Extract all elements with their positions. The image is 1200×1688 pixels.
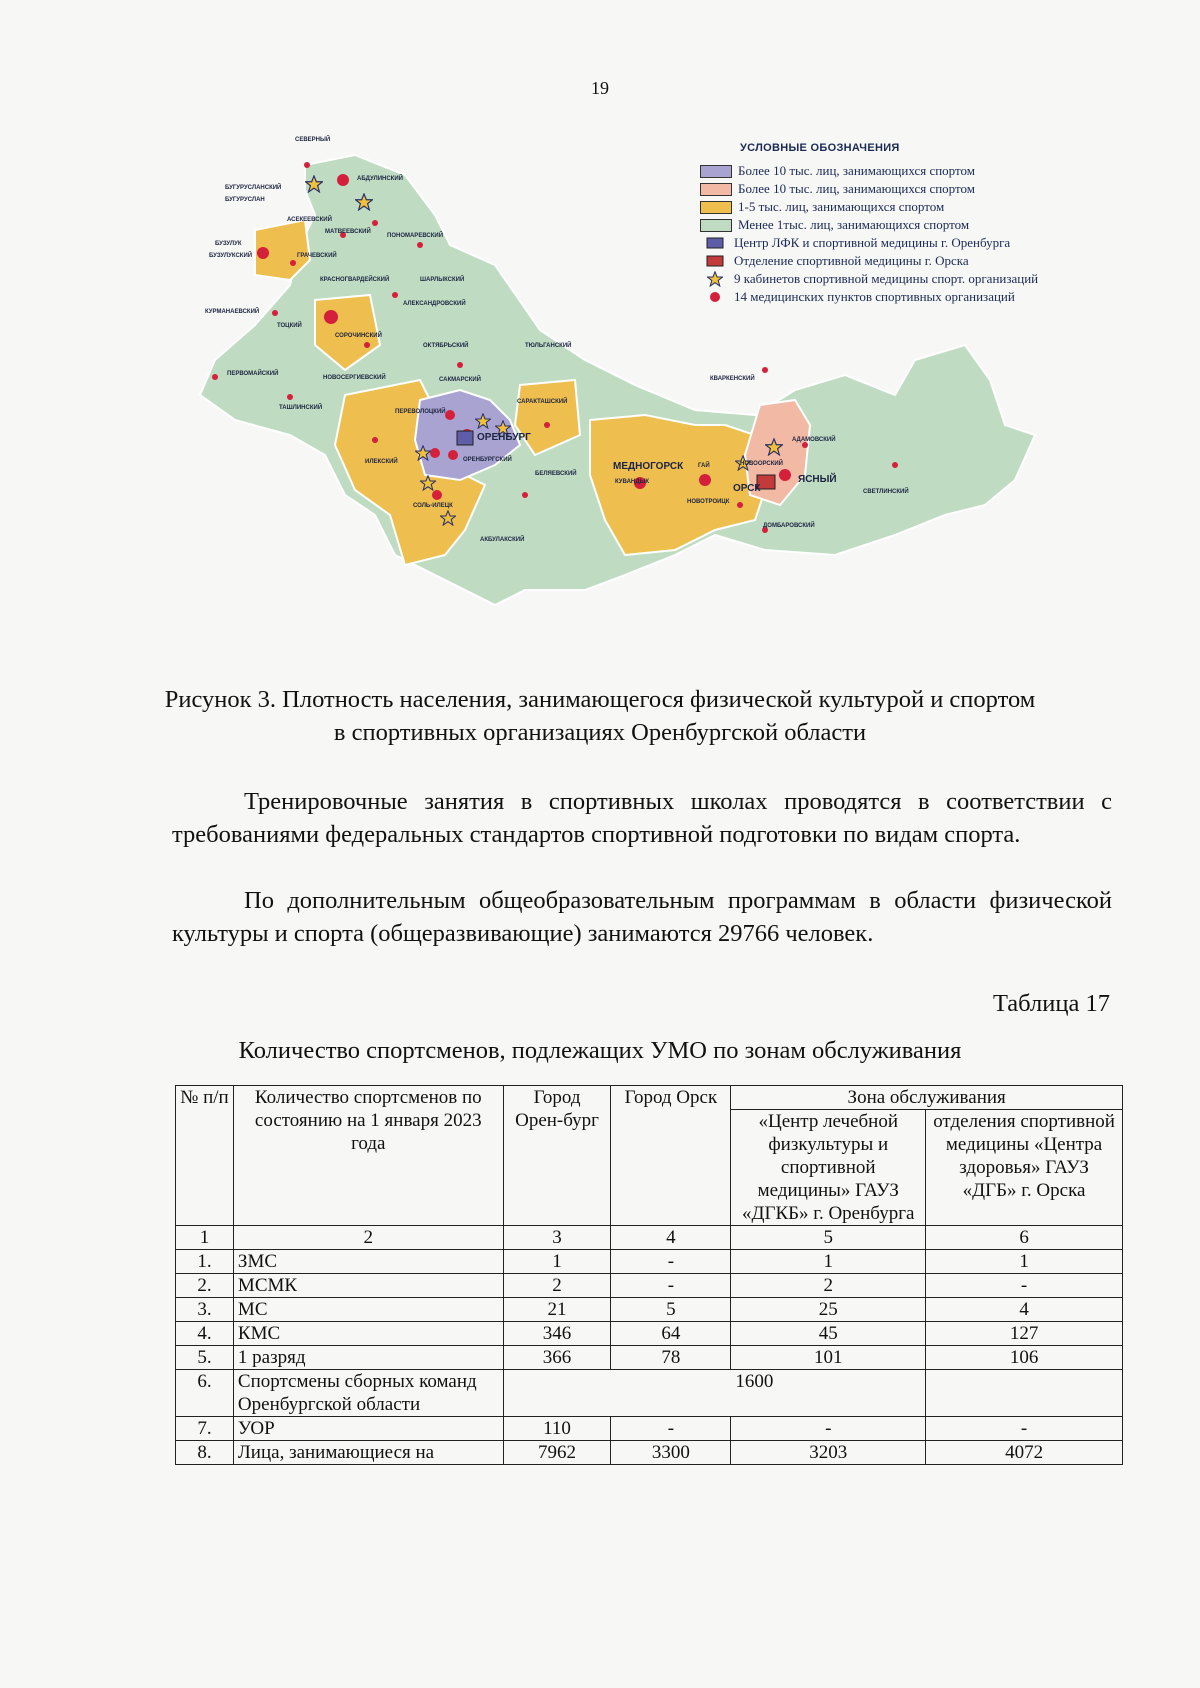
map-legend: [700, 142, 1140, 306]
district-label: БУГУРУСЛАНСКИЙ: [225, 185, 282, 191]
table-row: [176, 1441, 1123, 1465]
table-header-row: [176, 1086, 1123, 1110]
cell: 366: [503, 1346, 611, 1370]
header-orenburg: Город Орен-бург: [503, 1086, 611, 1226]
center-icon: [700, 236, 730, 250]
cell: 4072: [926, 1441, 1123, 1465]
legend-label: Более 10 тыс. лиц, занимающихся спортом: [738, 181, 975, 196]
district-label: КРАСНОГВАРДЕЙСКИЙ: [320, 277, 390, 283]
table-row: [176, 1298, 1123, 1322]
legend-item: [700, 198, 1140, 216]
cell: 25: [731, 1298, 926, 1322]
cell: 2: [503, 1274, 611, 1298]
cell: 110: [503, 1417, 611, 1441]
legend-label: 14 медицинских пунктов спортивных организаций: [734, 289, 1015, 304]
paragraph-2: По дополнительным общеобразовательным программам в области физической культуры и спорта (общеразвивающие) занимаются 29766 человек.: [172, 887, 1112, 947]
legend-label: Отделение спортивной медицины г. Орска: [734, 253, 969, 268]
cell: 3.: [176, 1298, 234, 1322]
district-label: ШАРЛЫКСКИЙ: [420, 277, 465, 283]
cell: Лица, занимающиеся на: [233, 1441, 503, 1465]
sportsmen-table: [175, 1085, 1123, 1465]
district-label: КУРМАНАЕВСКИЙ: [205, 309, 260, 315]
district-label: МАТВЕЕВСКИЙ: [325, 229, 371, 235]
col-number: 5: [731, 1226, 926, 1250]
district-label: ИЛЕКСКИЙ: [365, 459, 398, 465]
table-row: [176, 1417, 1123, 1441]
district-label: АЛЕКСАНДРОВСКИЙ: [403, 301, 466, 307]
cell: ЗМС: [233, 1250, 503, 1274]
header-zone-b: отделения спортивной медицины «Центра здоровья» ГАУЗ «ДГБ» г. Орска: [926, 1110, 1123, 1226]
district-label: ТЮЛЬГАНСКИЙ: [525, 343, 572, 349]
table-number: Таблица 17: [992, 990, 1110, 1017]
purple-swatch: [700, 165, 732, 178]
district-label: СВЕТЛИНСКИЙ: [863, 489, 909, 495]
cell: 21: [503, 1298, 611, 1322]
district-label: НОВОСЕРГИЕВСКИЙ: [323, 375, 386, 381]
green-swatch: [700, 219, 732, 232]
orange-swatch: [700, 201, 732, 214]
legend-title: УСЛОВНЫЕ ОБОЗНАЧЕНИЯ: [740, 142, 900, 154]
district-label: ДОМБАРОВСКИЙ: [763, 523, 815, 529]
district-label: СОРОЧИНСКИЙ: [335, 333, 382, 339]
cell: -: [611, 1274, 731, 1298]
header-zone-a: «Центр лечебной физкультуры и спортивной медицины» ГАУЗ «ДГКБ» г. Оренбурга: [731, 1110, 926, 1226]
cell: 1: [926, 1250, 1123, 1274]
district-label: БЕЛЯЕВСКИЙ: [535, 471, 577, 477]
district-label: ОКТЯБРЬСКИЙ: [423, 343, 469, 349]
district-label: ОРЕНБУРГСКИЙ: [463, 457, 512, 463]
legend-label: 9 кабинетов спортивной медицины спорт. организаций: [734, 271, 1039, 286]
cell: Спортсмены сборных команд Оренбургской области: [233, 1370, 503, 1417]
district-label: ЯСНЫЙ: [798, 474, 837, 485]
cell: КМС: [233, 1322, 503, 1346]
legend-item: [700, 180, 1140, 198]
col-number: 3: [503, 1226, 611, 1250]
cell: 346: [503, 1322, 611, 1346]
col-number: 2: [233, 1226, 503, 1250]
dot-icon: [700, 291, 730, 303]
table-row: [176, 1274, 1123, 1298]
legend-item: [700, 234, 1140, 252]
cell: [926, 1370, 1123, 1417]
col-number: 1: [176, 1226, 234, 1250]
star-icon: [700, 271, 730, 287]
cell: 1: [731, 1250, 926, 1274]
legend-item: [700, 216, 1140, 234]
district-label: АКБУЛАКСКИЙ: [480, 537, 525, 543]
district-label: ГАЙ: [698, 463, 710, 469]
caption-text: Рисунок 3. Плотность населения, занимающегося физической культурой и спортом в спортивных организациях Оренбургской области: [164, 686, 1036, 746]
cell: 1: [503, 1250, 611, 1274]
cell: МС: [233, 1298, 503, 1322]
table-row: [176, 1250, 1123, 1274]
cell: 2: [731, 1274, 926, 1298]
table-row: [176, 1370, 1123, 1417]
cell: -: [611, 1250, 731, 1274]
cell: 127: [926, 1322, 1123, 1346]
district-label: СОЛЬ-ИЛЕЦК: [413, 503, 453, 509]
district-label: ТАШЛИНСКИЙ: [279, 405, 323, 411]
cell: 5: [611, 1298, 731, 1322]
district-label: ОРЕНБУРГ: [477, 432, 531, 443]
cell: -: [926, 1417, 1123, 1441]
district-label: АДАМОВСКИЙ: [792, 437, 836, 443]
paragraph-1: Тренировочные занятия в спортивных школах проводятся в соответствии с требованиями федеральных стандартов спортивной подготовки по видам спорта.: [172, 788, 1112, 848]
cell: 7.: [176, 1417, 234, 1441]
figure-caption: [0, 683, 1200, 749]
cell: 4: [926, 1298, 1123, 1322]
cell: 78: [611, 1346, 731, 1370]
legend-item: [700, 288, 1140, 306]
cell: 4.: [176, 1322, 234, 1346]
district-label: СЕВЕРНЫЙ: [295, 137, 331, 143]
cell: 5.: [176, 1346, 234, 1370]
district-label: БУЗУЛУК: [215, 241, 242, 247]
table-title: Количество спортсменов, подлежащих УМО по зонам обслуживания: [238, 1037, 962, 1064]
cell: МСМК: [233, 1274, 503, 1298]
district-label: САРАКТАШСКИЙ: [517, 399, 568, 405]
cell: -: [731, 1417, 926, 1441]
district-label: МЕДНОГОРСК: [613, 461, 684, 472]
cell: 7962: [503, 1441, 611, 1465]
district-label: АСЕКЕЕВСКИЙ: [287, 217, 332, 223]
legend-label: 1-5 тыс. лиц, занимающихся спортом: [738, 199, 945, 214]
cell: 3300: [611, 1441, 731, 1465]
district-label: БУГУРУСЛАН: [225, 197, 265, 203]
legend-item: [700, 252, 1140, 270]
cell: 64: [611, 1322, 731, 1346]
col-number: 4: [611, 1226, 731, 1250]
cell: -: [611, 1417, 731, 1441]
cell: 1 разряд: [233, 1346, 503, 1370]
center-lfk-marker: [457, 431, 473, 445]
cell: 2.: [176, 1274, 234, 1298]
legend-label: Более 10 тыс. лиц, занимающихся спортом: [738, 163, 975, 178]
header-num: № п/п: [176, 1086, 234, 1226]
district-label: КУВАНДЫК: [615, 479, 650, 485]
cell: 1.: [176, 1250, 234, 1274]
cell: 8.: [176, 1441, 234, 1465]
cell: -: [926, 1274, 1123, 1298]
pink-swatch: [700, 183, 732, 196]
cell: 45: [731, 1322, 926, 1346]
legend-label: Менее 1тыс. лиц, занимающихся спортом: [738, 217, 970, 232]
district-label: ТОЦКИЙ: [277, 323, 302, 329]
legend-label: Центр ЛФК и спортивной медицины г. Оренбурга: [734, 235, 1011, 250]
district-label: ПОНОМАРЕВСКИЙ: [387, 233, 444, 239]
district-label: НОВООРСКИЙ: [740, 461, 783, 467]
district-label: ПЕРЕВОЛОЦКИЙ: [395, 409, 446, 415]
cell: 101: [731, 1346, 926, 1370]
district-label: КВАРКЕНСКИЙ: [710, 376, 755, 382]
district-label: АБДУЛИНСКИЙ: [357, 176, 403, 182]
header-orsk: Город Орск: [611, 1086, 731, 1226]
district-label: ГРАЧЕВСКИЙ: [297, 253, 337, 259]
legend-item: [700, 162, 1140, 180]
page-number: 19: [591, 78, 609, 98]
district-label: БУЗУЛУКСКИЙ: [209, 253, 253, 259]
header-count: Количество спортсменов по состоянию на 1 января 2023 года: [233, 1086, 503, 1226]
table-row: [176, 1322, 1123, 1346]
table-row: [176, 1346, 1123, 1370]
header-zone: Зона обслуживания: [731, 1086, 1123, 1110]
table-colnum-row: [176, 1226, 1123, 1250]
merged-cell: 1600: [503, 1370, 926, 1417]
district-label: НОВОТРОИЦК: [687, 499, 730, 505]
department-icon: [700, 254, 730, 268]
legend-item: [700, 270, 1140, 288]
district-label: САКМАРСКИЙ: [439, 377, 481, 383]
cell: 6.: [176, 1370, 234, 1417]
col-number: 6: [926, 1226, 1123, 1250]
cell: 3203: [731, 1441, 926, 1465]
cell: 106: [926, 1346, 1123, 1370]
cell: УОР: [233, 1417, 503, 1441]
district-label: ОРСК: [733, 483, 761, 494]
district-label: ПЕРВОМАЙСКИЙ: [227, 371, 279, 377]
